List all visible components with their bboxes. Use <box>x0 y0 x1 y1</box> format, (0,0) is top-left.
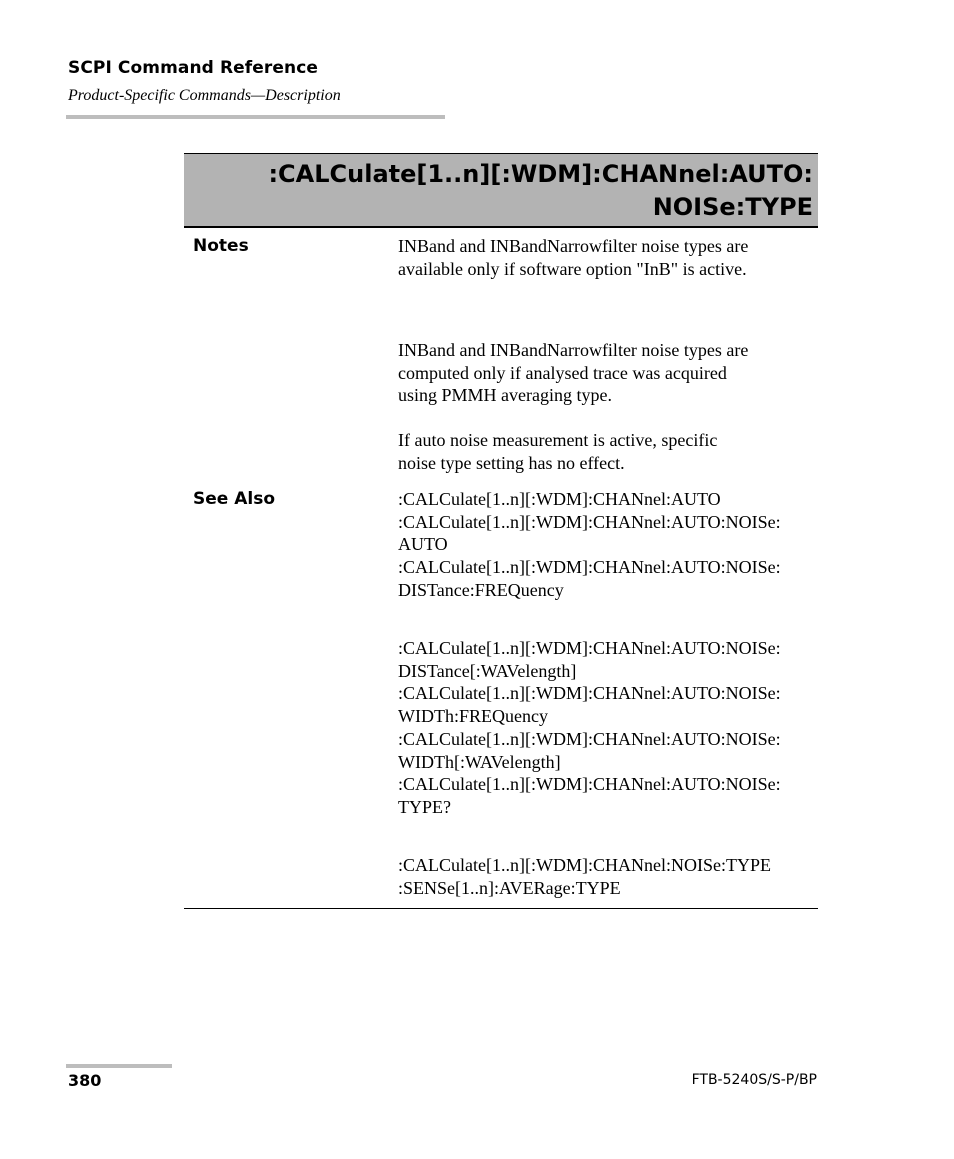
notes-paragraph: If auto noise measurement is active, specific noise type setting has no effect. <box>398 430 718 473</box>
document-code: FTB-5240S/S-P/BP <box>691 1072 817 1088</box>
running-header-subtitle: Product-Specific Commands—Description <box>68 87 341 104</box>
notes-paragraph: INBand and INBandNarrowfilter noise types are computed only if analysed trace was acquired using PMMH averaging type. <box>398 340 749 406</box>
notes-paragraph: INBand and INBandNarrowfilter noise types are available only if software option "InB" is active. <box>398 236 749 279</box>
notes-label: Notes <box>193 236 249 256</box>
command-title-bar <box>184 153 818 228</box>
see-also-label: See Also <box>193 489 276 509</box>
page-number: 380 <box>68 1071 102 1090</box>
see-also-command-group: :CALCulate[1..n][:WDM]:CHANnel:NOISe:TYPE :SENSe[1..n]:AVERage:TYPE <box>398 855 771 898</box>
see-also-command-group: :CALCulate[1..n][:WDM]:CHANnel:AUTO:NOISe: DISTance[:WAVelength] :CALCulate[1..n][:WDM]:CHANnel:AUTO:NOISe: WIDTh:FREQuency :CALCulate[1..n][:WDM]:CHANnel:AUTO:NOISe: WIDTh[:WAVelength] :CALCulate[1..n][:WDM]:CHANnel:AUTO:NOISe: TYPE? <box>398 638 781 817</box>
command-title: :CALCulate[1..n][:WDM]:CHANnel:AUTO: NOISe:TYPE <box>268 160 813 221</box>
header-divider <box>66 115 445 119</box>
footer-divider <box>66 1064 172 1068</box>
see-also-command-group: :CALCulate[1..n][:WDM]:CHANnel:AUTO :CALCulate[1..n][:WDM]:CHANnel:AUTO:NOISe: AUTO :CALCulate[1..n][:WDM]:CHANnel:AUTO:NOISe: DISTance:FREQuency <box>398 489 781 600</box>
running-header-title: SCPI Command Reference <box>68 58 319 78</box>
table-bottom-rule <box>184 908 818 909</box>
